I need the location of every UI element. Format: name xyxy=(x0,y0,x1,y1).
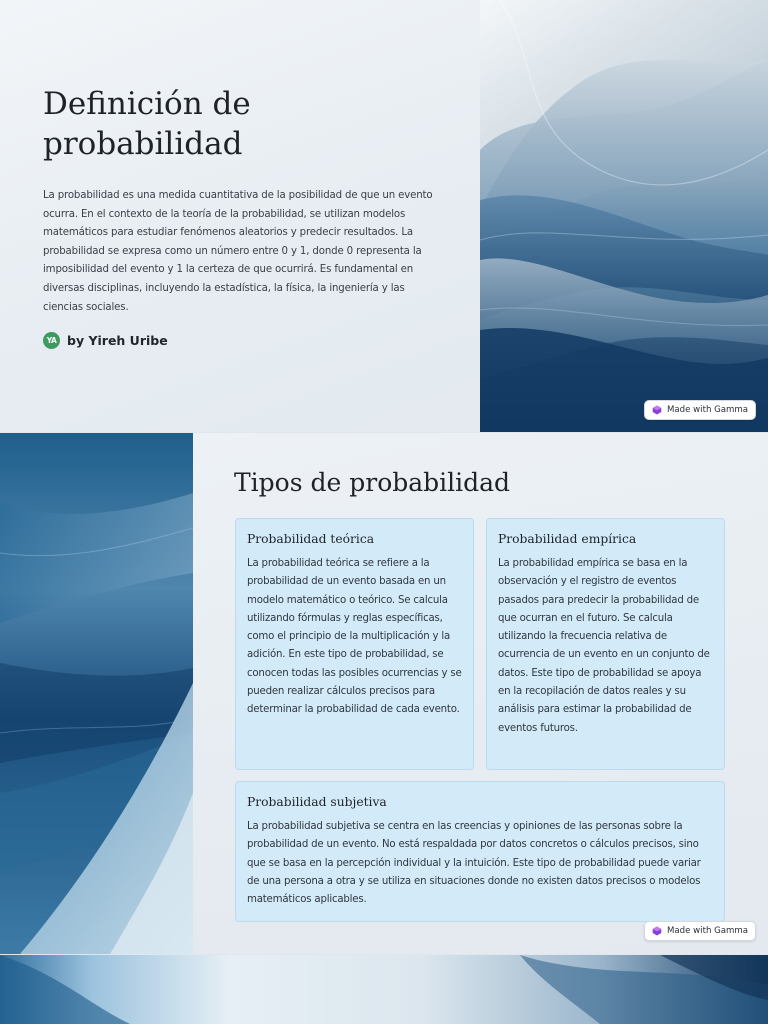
slide1-abstract-wave-image xyxy=(480,0,768,432)
card-probabilidad-subjetiva xyxy=(235,781,725,922)
card-text: La probabilidad empírica se basa en la observación y el registro de eventos pasados para predecir la probabilidad de que ocurran en el futuro. Se calcula utilizando la frecuencia relativa de ocurrencia de un evento en un conjunto de datos. Este tipo de probabilidad se apoya en la recopilación de datos reales y su análisis para estimar la probabilidad de eventos futuros. xyxy=(498,558,710,734)
made-with-gamma-badge[interactable] xyxy=(644,921,756,941)
card-title: Probabilidad teórica xyxy=(247,532,375,546)
slide1-body-text: La probabilidad es una medida cuantitativa de la posibilidad de que un evento ocurra. En el contexto de la teoría de la probabilidad, se utilizan modelos matemáticos para estudiar fenómenos aleatorios y predecir resultados. La probabilidad se expresa como un número entre 0 y 1, donde 0 representa la imposibilidad del evento y 1 la certeza de que ocurrirá. Es fundamental en diversas disciplinas, incluyendo la estadística, la física, la ingeniería y las ciencias sociales. xyxy=(43,190,433,313)
gamma-logo-icon xyxy=(652,926,662,936)
made-with-gamma-badge[interactable] xyxy=(644,400,756,420)
slide2-abstract-blue-image xyxy=(0,433,193,954)
card-probabilidad-teorica xyxy=(235,518,474,770)
slide-definicion xyxy=(0,0,768,432)
slide1-title: Definición de probabilidad xyxy=(43,86,251,162)
slide2-title: Tipos de probabilidad xyxy=(234,468,511,497)
gamma-badge-label: Made with Gamma xyxy=(667,926,749,936)
author-name: by Yireh Uribe xyxy=(67,332,168,348)
gamma-logo-icon xyxy=(652,405,662,415)
avatar-icon: YA xyxy=(43,332,60,349)
slide3-partial-image xyxy=(0,955,768,1024)
card-title: Probabilidad empírica xyxy=(498,532,637,546)
card-probabilidad-empirica xyxy=(486,518,725,770)
author-byline[interactable] xyxy=(43,330,168,350)
card-text: La probabilidad subjetiva se centra en las creencias y opiniones de las personas sobre la probabilidad de un evento. No está respaldada por datos concretos o cálculos precisos, sino que se basa en la percepción individual y la intuición. Este tipo de probabilidad puede variar de una persona a otra y se utiliza en situaciones donde no existen datos precisos o modelos matemáticos aplicables. xyxy=(247,821,701,906)
card-text: La probabilidad teórica se refiere a la probabilidad de un evento basada en un modelo matemático o teórico. Se calcula utilizando fórmulas y reglas específicas, como el principio de la multiplicación y la adición. En este tipo de probabilidad, se conocen todas las posibles ocurrencias y se pueden realizar cálculos precisos para determinar la probabilidad de cada evento. xyxy=(247,558,462,716)
card-title: Probabilidad subjetiva xyxy=(247,795,387,809)
gamma-badge-label: Made with Gamma xyxy=(667,405,749,415)
slide-tipos xyxy=(0,433,768,954)
